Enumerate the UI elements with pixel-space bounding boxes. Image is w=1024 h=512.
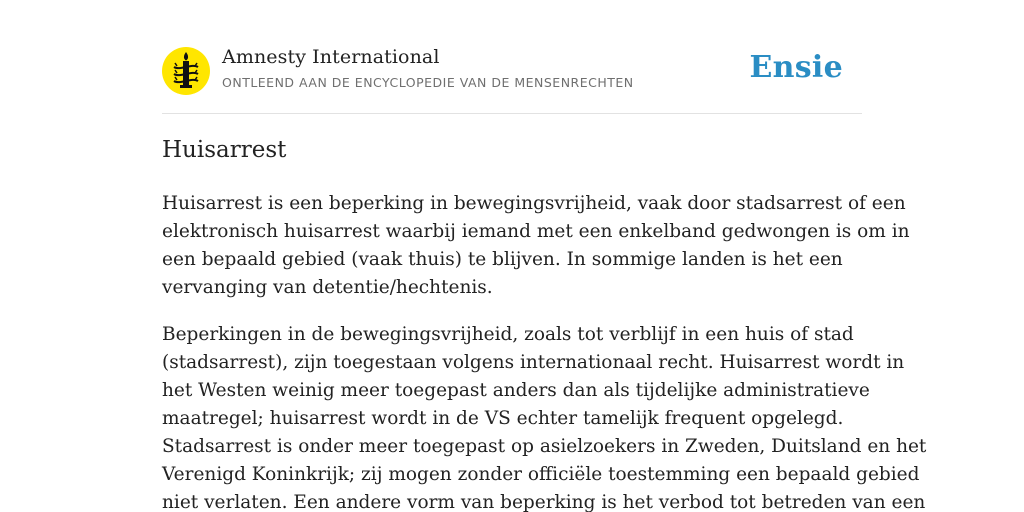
amnesty-candle-icon — [162, 47, 210, 95]
source-header — [162, 44, 862, 98]
paragraph-line: elektronisch huisarrest waarbij iemand met een enkelband gedwongen is om in — [162, 221, 910, 242]
article-paragraph — [162, 321, 927, 512]
paragraph-line: maatregel; huisarrest wordt in de VS echter tamelijk frequent opgelegd. — [162, 408, 844, 429]
paragraph-line: Verenigd Koninkrijk; zij mogen zonder officiële toestemming een bepaald gebied — [162, 464, 920, 485]
source-subtitle: ONTLEEND AAN DE ENCYCLOPEDIE VAN DE MENSENRECHTEN — [222, 75, 634, 90]
paragraph-line: Stadsarrest is onder meer toegepast op asielzoekers in Zweden, Duitsland en het — [162, 436, 927, 457]
ensie-brand-link[interactable]: Ensie — [749, 50, 843, 85]
paragraph-line: een bepaald gebied (vaak thuis) te blijven. In sommige landen is het een — [162, 249, 843, 270]
paragraph-line: niet verlaten. Een andere vorm van beperking is het verbod tot betreden van een — [162, 492, 926, 512]
header-divider — [162, 113, 862, 114]
article-title: Huisarrest — [162, 137, 287, 163]
paragraph-line: het Westen weinig meer toegepast anders dan als tijdelijke administratieve — [162, 380, 870, 401]
article-body — [162, 190, 927, 512]
article-paragraph — [162, 190, 910, 302]
paragraph-line: Huisarrest is een beperking in bewegingsvrijheid, vaak door stadsarrest of een — [162, 193, 906, 214]
paragraph-line: (stadsarrest), zijn toegestaan volgens internationaal recht. Huisarrest wordt in — [162, 352, 905, 373]
paragraph-line: Beperkingen in de bewegingsvrijheid, zoals tot verblijf in een huis of stad — [162, 324, 854, 345]
paragraph-line: vervanging van detentie/hechtenis. — [162, 277, 493, 298]
source-name: Amnesty International — [222, 46, 440, 68]
